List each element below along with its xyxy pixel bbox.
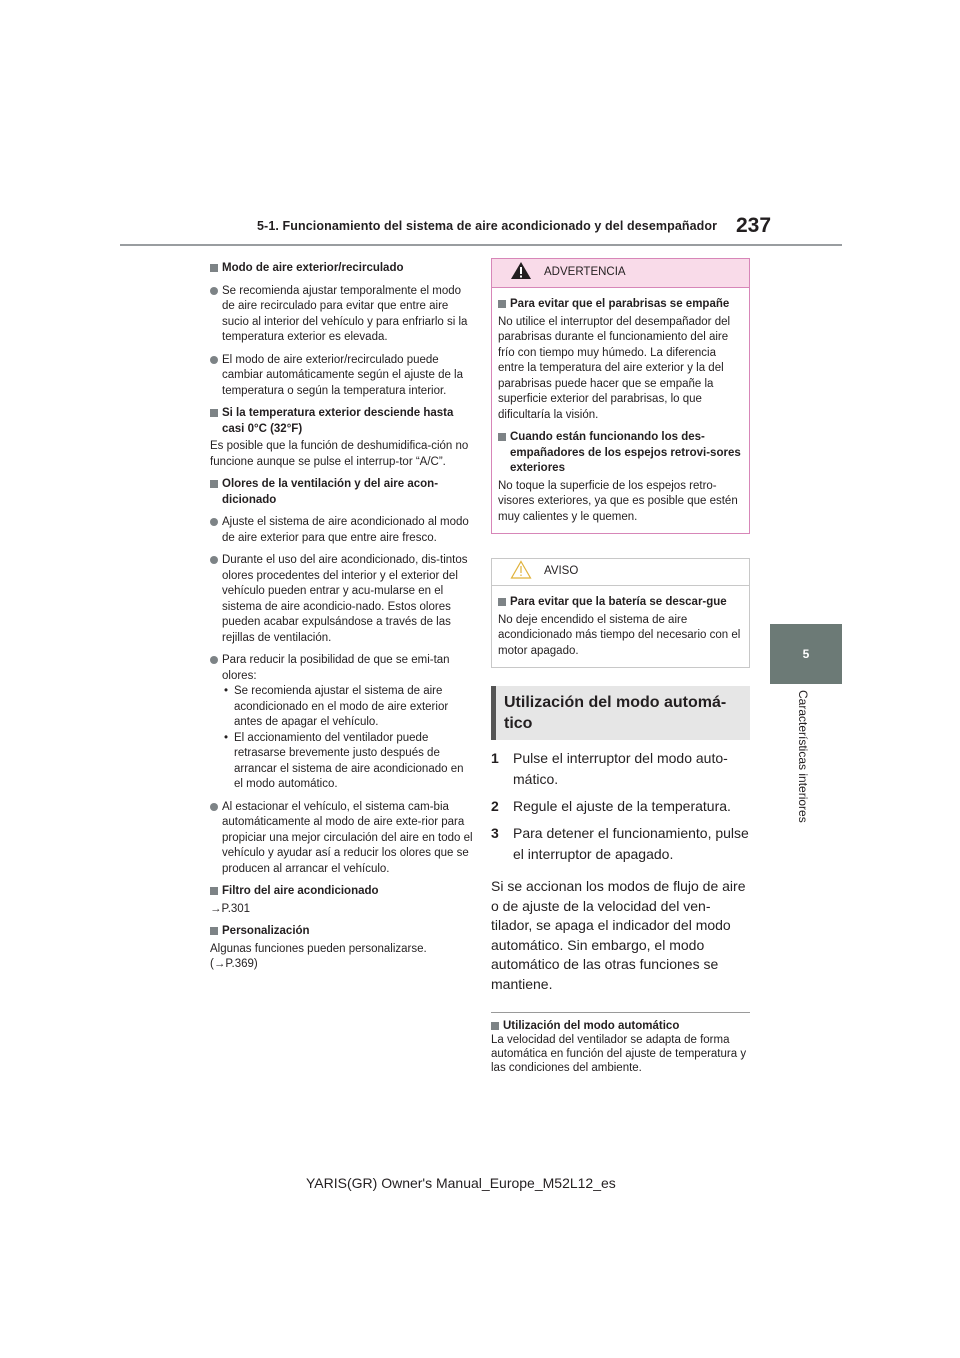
paragraph: Algunas funciones pueden personalizarse. xyxy=(210,942,427,955)
note-text: La velocidad del ventilador se adapta de forma automática en función del ajuste de temperatura y las condiciones del ambiente. xyxy=(491,1034,747,1074)
step-text: Regule el ajuste de la temperatura. xyxy=(513,798,731,814)
notice-heading: Para evitar que la batería se descar-gue xyxy=(498,595,743,611)
step-item xyxy=(491,796,750,817)
warning-label: ADVERTENCIA xyxy=(544,266,626,279)
step-item xyxy=(491,748,750,790)
step-text: Para detener el funcionamiento, pulse el interruptor de apagado. xyxy=(513,825,749,862)
page-number: 237 xyxy=(736,214,772,237)
bullet-text xyxy=(210,653,474,793)
step-number: 1 xyxy=(491,750,499,766)
warning-header xyxy=(492,259,749,288)
step-list xyxy=(491,748,750,865)
heading-outside-recirculated: Modo de aire exterior/recirculado xyxy=(210,261,474,277)
bullet-text: El modo de aire exterior/recirculado puede cambiar automáticamente según el ajuste de la temperatura o según la temperatura interior. xyxy=(210,353,474,400)
notice-label: AVISO xyxy=(544,565,579,578)
caution-icon xyxy=(510,560,532,585)
step-number: 2 xyxy=(491,798,499,814)
warning-text: No toque la superficie de los espejos retro-visores exteriores, ya que es posible que estén muy calientes y le quemen. xyxy=(498,479,738,523)
page-reference: →P.301 xyxy=(210,902,251,915)
dash-item: • El accionamiento del ventilador puede retrasarse brevemente justo después de arrancar el sistema de aire acondicionado en el modo automático. xyxy=(222,731,474,793)
page-reference: (→P.369) xyxy=(210,958,258,970)
warning-icon xyxy=(510,261,532,286)
notice-text: No deje encendido el sistema de aire acondicionado más tiempo del necesario con el motor apagado. xyxy=(498,613,741,657)
note-block xyxy=(491,1019,750,1075)
step-item xyxy=(491,823,750,865)
warning-text: No utilice el interruptor del desempañador del parabrisas durante el funcionamiento del aire frío con tiempo muy húmedo. La diferencia entre la temperatura del aire exterior y la del parabrisas puede hacer que se empañe la superficie exterior del parabrisas, lo que dificultaría la visión. xyxy=(498,315,731,421)
step-number: 3 xyxy=(491,825,499,841)
paragraph: Es posible que la función de deshumidifica-ción no funcione aunque se pulse el interrup-tor “A/C”. xyxy=(210,440,469,468)
note-divider xyxy=(491,1012,750,1013)
bullet-text: Al estacionar el vehículo, el sistema cam-bia automáticamente al modo de aire exte-rior para propiciar una mejor circulación del aire en todo el vehículo y ayudar así a reducir los olores que se producen al arrancar el vehículo. xyxy=(210,800,474,878)
notice-header xyxy=(492,559,749,586)
left-column xyxy=(210,254,474,973)
dash-item: • Se recomienda ajustar el sistema de aire acondicionado en el modo de aire exterior antes de apagar el vehículo. xyxy=(222,684,474,731)
header-divider xyxy=(120,244,842,246)
warning-heading: Cuando están funcionando los des-empañadores de los espejos retrovi-sores exteriores xyxy=(498,430,743,477)
step-text: Pulse el interruptor del modo auto-mático. xyxy=(513,750,728,787)
bullet-text: Durante el uso del aire acondicionado, dis-tintos olores procedentes del interior y el exterior del vehículo pueden entrar y acu-mularse en el sistema de aire acondicio-nado. Estos olores pueden acabar expulsándose a través de las rejillas de ventilación. xyxy=(210,553,474,646)
heading-low-temperature: Si la temperatura exterior desciende hasta casi 0°C (32°F) xyxy=(210,406,474,437)
warning-heading: Para evitar que el parabrisas se empañe xyxy=(498,297,743,313)
chapter-tab-label: Características interiores xyxy=(796,690,810,823)
section-title: Utilización del modo automá-tico xyxy=(491,686,750,740)
heading-air-filter: Filtro del aire acondicionado xyxy=(210,884,474,900)
heading-personalization: Personalización xyxy=(210,924,474,940)
bullet-text: Se recomienda ajustar temporalmente el modo de aire recirculado para evitar que entre aire sucio al interior del vehículo y para enfriarlo si la temperatura exterior es elevada. xyxy=(210,284,474,346)
notice-box xyxy=(491,558,750,668)
bullet-intro: Para reducir la posibilidad de que se emi-tan olores: xyxy=(222,654,450,682)
chapter-title: 5-1. Funcionamiento del sistema de aire acondicionado y del desempañador xyxy=(257,219,718,233)
chapter-tab-number: 5 xyxy=(802,647,810,661)
bullet-text: Ajuste el sistema de aire acondicionado al modo de aire exterior para que entre aire fresco. xyxy=(210,515,474,546)
section-paragraph: Si se accionan los modos de flujo de aire o de ajuste de la velocidad del ven-tilador, se apaga el indicador del modo automático. Sin embargo, el modo automático de las otras funciones se mantiene. xyxy=(491,878,746,992)
warning-box xyxy=(491,258,750,534)
note-heading: Utilización del modo automático xyxy=(491,1019,750,1033)
footer-text: YARIS(GR) Owner's Manual_Europe_M52L12_es xyxy=(306,1175,616,1191)
right-column xyxy=(491,258,750,1075)
heading-odors: Olores de la ventilación y del aire acon-dicionado xyxy=(210,477,474,508)
